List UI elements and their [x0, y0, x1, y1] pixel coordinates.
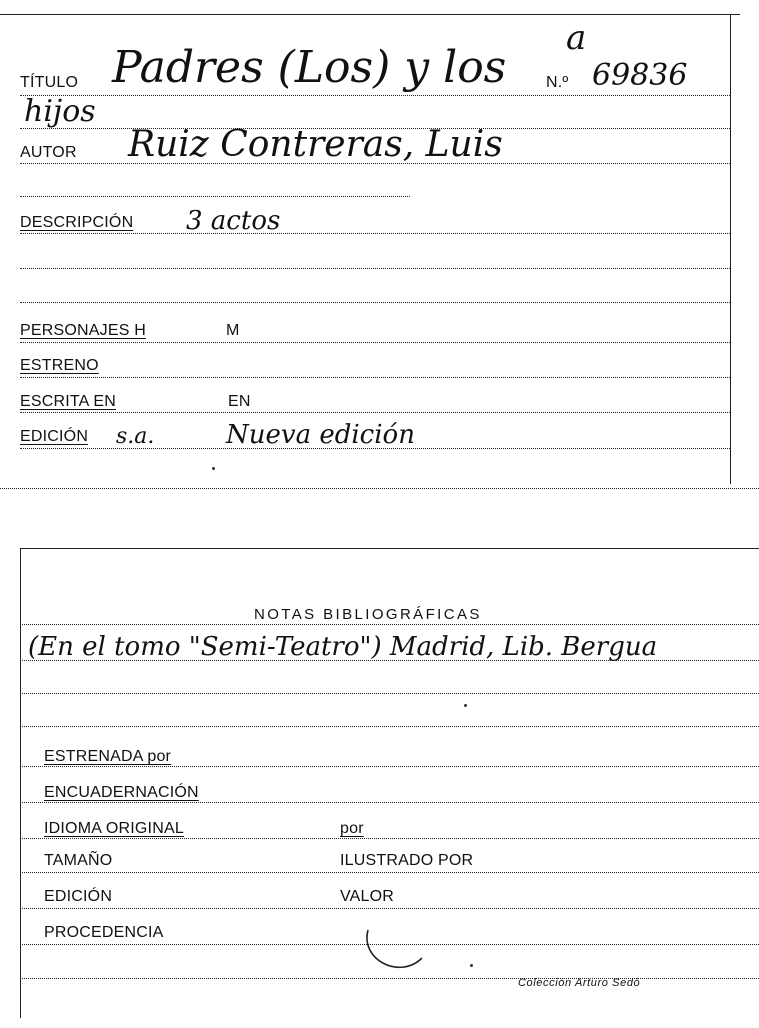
autor-line: [20, 163, 730, 164]
notas-line-3: [20, 693, 759, 694]
estrenada-label: ESTRENADA por: [44, 748, 172, 765]
encuadernacion-line: [20, 802, 759, 803]
estreno-label: ESTRENO: [20, 357, 99, 374]
card-left-border: [20, 548, 21, 1018]
descripcion-line-3: [20, 302, 730, 303]
descripcion-handwritten-value: 3 actos: [186, 206, 281, 236]
colophon-text: Colección Arturo Sedó: [518, 977, 641, 989]
personajes-m-label: M: [226, 322, 240, 339]
card-top-border: [0, 14, 740, 15]
card-bottom-border: [0, 488, 759, 489]
numero-superscript: a: [566, 18, 587, 58]
card-right-border: [730, 14, 731, 484]
idioma-por-label: por: [340, 820, 364, 837]
notas-line-4: [20, 726, 759, 727]
edicion-back-line: [20, 908, 759, 909]
idioma-label: IDIOMA ORIGINAL: [44, 820, 184, 837]
speck: [464, 704, 467, 707]
descripcion-line-2: [20, 268, 730, 269]
escrita-label: ESCRITA EN: [20, 393, 116, 410]
edicion-handwritten-value-1: s.a.: [116, 424, 155, 449]
titulo-label: TÍTULO: [20, 74, 79, 91]
numero-handwritten-value: 69836: [592, 58, 688, 93]
valor-label: VALOR: [340, 888, 395, 905]
autor-handwritten-value: Ruiz Contreras, Luis: [128, 124, 503, 165]
notas-handwritten-value: (En el tomo "Semi-Teatro") Madrid, Lib. Bergua: [28, 632, 658, 662]
titulo-continuation: hijos: [24, 94, 96, 129]
tamano-label: TAMAÑO: [44, 852, 113, 869]
titulo-handwritten-value: Padres (Los) y los: [112, 42, 507, 93]
catalog-card-front: [0, 0, 759, 495]
notas-heading: NOTAS BIBLIOGRÁFICAS: [254, 606, 482, 623]
stamp-mark: [360, 920, 430, 980]
notas-line-2: [20, 660, 759, 661]
idioma-line: [20, 838, 759, 839]
ilustrado-label: ILUSTRADO POR: [340, 852, 474, 869]
titulo-line: [20, 95, 730, 96]
autor-label: AUTOR: [20, 144, 77, 161]
escrita-en-label: EN: [228, 393, 251, 410]
catalog-card-back: [0, 540, 759, 1028]
edicion-label: EDICIÓN: [20, 428, 89, 445]
edicion-handwritten-value-2: Nueva edición: [226, 420, 415, 450]
edicion-line: [20, 448, 730, 449]
personajes-label: PERSONAJES H: [20, 322, 146, 339]
estreno-line: [20, 377, 730, 378]
estrenada-line: [20, 766, 759, 767]
speck: [212, 467, 215, 470]
speck: [470, 964, 473, 967]
card-top-border: [20, 548, 759, 549]
edicion-back-label: EDICIÓN: [44, 888, 113, 905]
encuadernacion-label: ENCUADERNACIÓN: [44, 784, 199, 801]
autor-line-2: [20, 196, 410, 197]
descripcion-label: DESCRIPCIÓN: [20, 214, 134, 231]
personajes-line: [20, 342, 730, 343]
descripcion-line: [20, 233, 730, 234]
tamano-line: [20, 872, 759, 873]
numero-label: N.º: [546, 74, 569, 91]
procedencia-label: PROCEDENCIA: [44, 924, 164, 941]
notas-line-1: [20, 624, 759, 625]
escrita-line: [20, 412, 730, 413]
